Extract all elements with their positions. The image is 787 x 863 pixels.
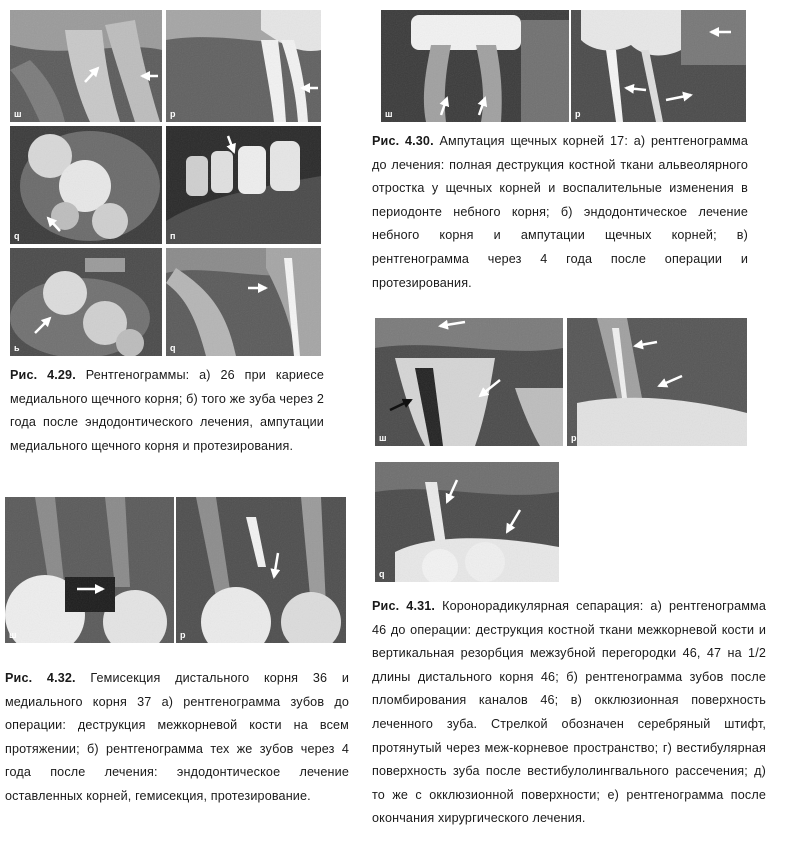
fig-4-29-panel-b: [166, 10, 321, 122]
figure-number: Рис. 4.29.: [10, 368, 76, 382]
figure-number: Рис. 4.30.: [372, 134, 434, 148]
fig-4-30-panel-a: [381, 10, 569, 122]
fig-4-32-panel-a: [5, 497, 174, 643]
caption-text: Гемисекция дистального корня 36 и медиального корня 37 а) рентгенограмма зубов до операции: деструкция межкорневой кости на всем протяжении; б) рентгенограмма тех же зубов через 4 года после лечения: эндодонтическое лечение оставленных корней, гемисекция, протезирование.: [5, 671, 350, 803]
fig-4-31-caption: [372, 595, 766, 831]
panel-letter: ш: [9, 630, 17, 640]
fig-4-29-caption: [10, 364, 324, 458]
fig-4-31-panel-c: [375, 462, 559, 582]
panel-letter: ш: [385, 109, 393, 119]
figure-number: Рис. 4.31.: [372, 599, 436, 613]
caption-text: Коронорадикулярная сепарация: а) рентгенограмма 46 до операции: деструкция костной ткани межкорневой кости и вертикальная резорбция межзубной перегородки 46, 47 на 1/2 длины дистального корня 46; б) рентгенограмма зубов после пломбирования каналов 46; в) окклюзионная поверхность леченного зуба. Стрелкой обозначен серебряный штифт, протянутый через меж-корневое пространство; г) вестибулярная поверхность зуба после вестибулолингвального рассечения; д) то же с окклюзионной поверхности; е) рентгенограмма после окончания хирургического лечения.: [372, 599, 766, 826]
fig-4-30-caption: [372, 130, 748, 295]
fig-4-29-panel-a: [10, 10, 162, 122]
panel-letter: ш: [14, 109, 22, 119]
panel-letter: р: [170, 109, 176, 119]
fig-4-31-panel-b: [567, 318, 747, 446]
fig-4-29-panel-d: [166, 126, 321, 244]
caption-text: Ампутация щечных корней 17: а) рентгенограмма до лечения: полная деструкция костной ткани альвеолярного отростка у щечных корней и воспалительные изменения в периодонте небного корня; б) эндодонтическое лечение небного корня и ампутации щечных корней; в) рентгенограмма через 4 года после операции и протезирования.: [372, 134, 748, 290]
figure-number: Рис. 4.32.: [5, 671, 76, 685]
fig-4-30-panel-b: [571, 10, 746, 122]
panel-letter: ш: [379, 433, 387, 443]
fig-4-31-panel-a: [375, 318, 563, 446]
panel-letter: п: [170, 231, 176, 241]
panel-letter: q: [170, 343, 176, 353]
fig-4-29-panel-c: [10, 126, 162, 244]
fig-4-29-panel-e: [10, 248, 162, 356]
panel-letter: р: [575, 109, 581, 119]
fig-4-32-caption: [5, 667, 349, 809]
panel-letter: р: [180, 630, 186, 640]
panel-letter: р: [571, 433, 577, 443]
fig-4-32-panel-b: [176, 497, 346, 643]
fig-4-29-panel-f: [166, 248, 321, 356]
panel-letter: ь: [14, 343, 20, 353]
panel-letter: q: [14, 231, 20, 241]
panel-letter: q: [379, 569, 385, 579]
caption-text: Рентгенограммы: а) 26 при кариесе медиального щечного корня; б) того же зуба через 2 года после эндодонтического лечения, ампутации медиального щечного корня и протезирования.: [10, 368, 324, 453]
